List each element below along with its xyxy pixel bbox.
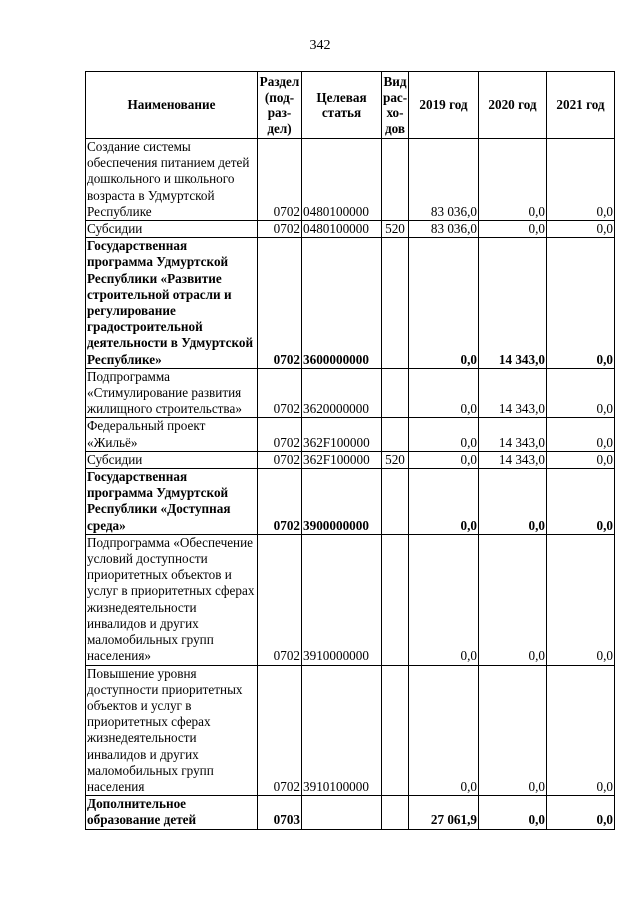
row-target: 3900000000 <box>302 469 382 535</box>
row-2020: 0,0 <box>479 534 547 665</box>
row-2019: 0,0 <box>409 418 479 451</box>
row-target: 362F100000 <box>302 451 382 468</box>
row-2021: 0,0 <box>547 221 615 238</box>
row-name: Дополнительное образование детей <box>86 796 258 829</box>
table-row <box>86 469 615 535</box>
row-expense-type: 520 <box>382 221 409 238</box>
row-2020: 0,0 <box>479 796 547 829</box>
row-name: Федеральный проект «Жильё» <box>86 418 258 451</box>
row-2021: 0,0 <box>547 238 615 369</box>
row-2021: 0,0 <box>547 418 615 451</box>
row-target: 3910100000 <box>302 665 382 796</box>
row-expense-type <box>382 139 409 221</box>
row-2019: 0,0 <box>409 534 479 665</box>
header-target: Целевая статья <box>302 72 382 139</box>
row-name: Государственная программа Удмуртской Республики «Развитие строительной отрасли и регулирование градостроительной деятельности в Удмуртской Республике» <box>86 238 258 369</box>
page-number: 342 <box>309 38 331 53</box>
header-2019: 2019 год <box>409 72 479 139</box>
row-section: 0702 <box>258 418 302 451</box>
header-section: Раздел (под-раз-дел) <box>258 72 302 139</box>
row-name: Создание системы обеспечения питанием детей дошкольного и школьного возраста в Удмуртской Республике <box>86 139 258 221</box>
row-expense-type <box>382 534 409 665</box>
row-2019: 27 061,9 <box>409 796 479 829</box>
row-section: 0702 <box>258 451 302 468</box>
budget-table <box>85 71 615 830</box>
header-2020: 2020 год <box>479 72 547 139</box>
row-2019: 0,0 <box>409 665 479 796</box>
row-target: 3910000000 <box>302 534 382 665</box>
row-2019: 0,0 <box>409 368 479 418</box>
row-2021: 0,0 <box>547 469 615 535</box>
table-row <box>86 418 615 451</box>
row-2021: 0,0 <box>547 451 615 468</box>
row-expense-type <box>382 469 409 535</box>
row-2019: 83 036,0 <box>409 221 479 238</box>
row-2020: 14 343,0 <box>479 418 547 451</box>
row-target: 362F100000 <box>302 418 382 451</box>
row-target: 3620000000 <box>302 368 382 418</box>
row-name: Субсидии <box>86 451 258 468</box>
row-2021: 0,0 <box>547 534 615 665</box>
table-row <box>86 796 615 829</box>
row-2020: 0,0 <box>479 469 547 535</box>
row-2019: 0,0 <box>409 238 479 369</box>
table-row <box>86 238 615 369</box>
row-target: 0480100000 <box>302 139 382 221</box>
row-2020: 14 343,0 <box>479 238 547 369</box>
row-expense-type <box>382 368 409 418</box>
row-target: 3600000000 <box>302 238 382 369</box>
row-section: 0703 <box>258 796 302 829</box>
row-section: 0702 <box>258 469 302 535</box>
row-2021: 0,0 <box>547 368 615 418</box>
row-section: 0702 <box>258 368 302 418</box>
row-target: 0480100000 <box>302 221 382 238</box>
row-section: 0702 <box>258 238 302 369</box>
row-2019: 0,0 <box>409 451 479 468</box>
row-expense-type: 520 <box>382 451 409 468</box>
row-2020: 0,0 <box>479 139 547 221</box>
table-row <box>86 221 615 238</box>
row-2019: 83 036,0 <box>409 139 479 221</box>
row-2020: 14 343,0 <box>479 451 547 468</box>
row-expense-type <box>382 665 409 796</box>
row-2020: 0,0 <box>479 221 547 238</box>
row-2021: 0,0 <box>547 796 615 829</box>
header-name: Наименование <box>86 72 258 139</box>
table-row <box>86 534 615 665</box>
row-section: 0702 <box>258 221 302 238</box>
row-section: 0702 <box>258 139 302 221</box>
row-section: 0702 <box>258 665 302 796</box>
row-expense-type <box>382 418 409 451</box>
row-section: 0702 <box>258 534 302 665</box>
header-expense-type: Вид рас-хо-дов <box>382 72 409 139</box>
header-2021: 2021 год <box>547 72 615 139</box>
table-row <box>86 451 615 468</box>
table-row <box>86 665 615 796</box>
row-name: Подпрограмма «Стимулирование развития жилищного строительства» <box>86 368 258 418</box>
row-name: Повышение уровня доступности приоритетных объектов и услуг в приоритетных сферах жизнедеятельности инвалидов и других маломобильных групп населения <box>86 665 258 796</box>
table-header-row <box>86 72 615 139</box>
row-2020: 0,0 <box>479 665 547 796</box>
row-expense-type <box>382 238 409 369</box>
row-2021: 0,0 <box>547 665 615 796</box>
table-row <box>86 368 615 418</box>
row-target <box>302 796 382 829</box>
table-row <box>86 139 615 221</box>
row-2020: 14 343,0 <box>479 368 547 418</box>
row-expense-type <box>382 796 409 829</box>
row-2021: 0,0 <box>547 139 615 221</box>
row-name: Подпрограмма «Обеспечение условий доступности приоритетных объектов и услуг в приоритетных сферах жизнедеятельности инвалидов и других маломобильных групп населения» <box>86 534 258 665</box>
row-name: Государственная программа Удмуртской Республики «Доступная среда» <box>86 469 258 535</box>
row-name: Субсидии <box>86 221 258 238</box>
row-2019: 0,0 <box>409 469 479 535</box>
